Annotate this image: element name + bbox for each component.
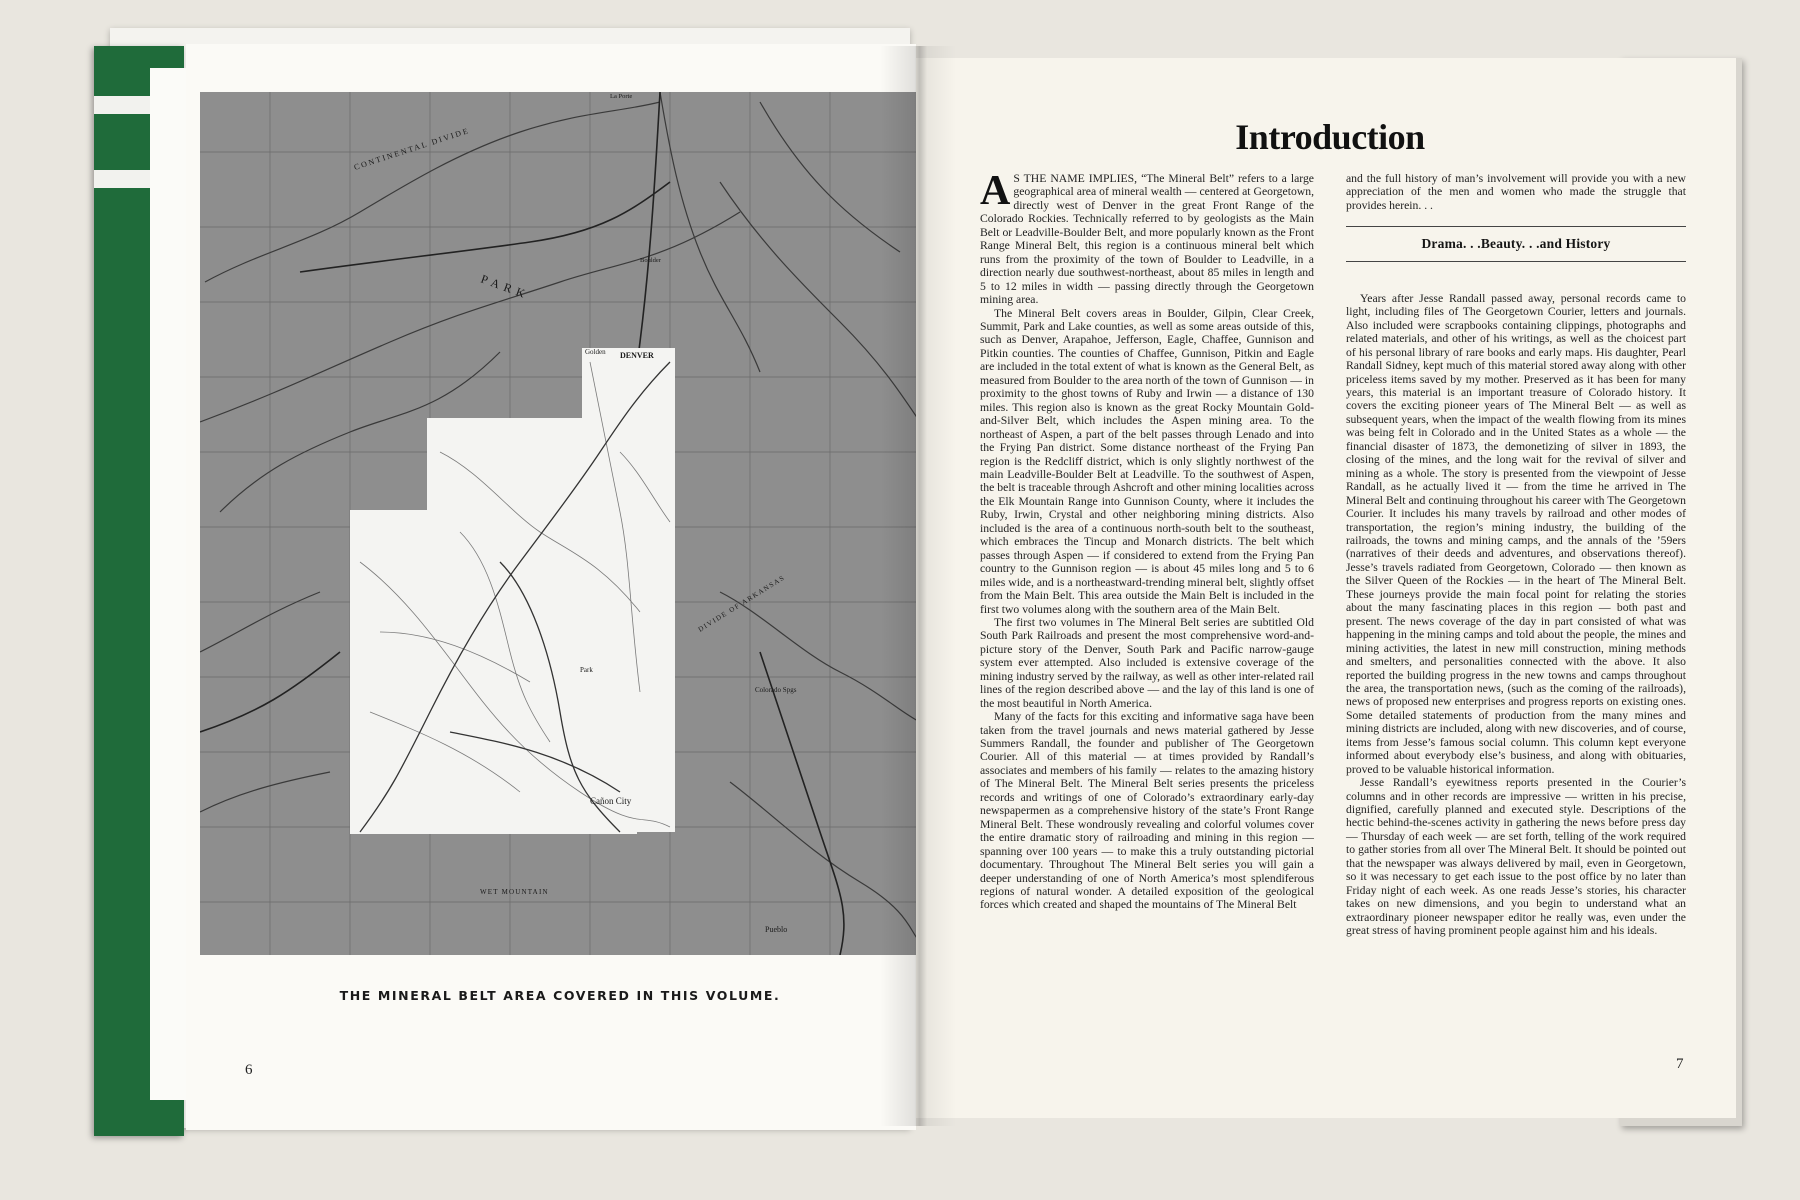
intro-paragraph-3: The first two volumes in The Mineral Belt series are subtitled Old South Park Railroads and present the most comprehensive word-and-picture story of the Denver, South Park and Pacific narrow-gauge system ever attempted. Also included is extensive coverage of the mining industry served by the railway, as well as other inter-related rail lines of the region described above — and the lay of this land is one of the most beautiful in North America. xyxy=(980,615,1314,710)
map-drawing xyxy=(200,92,920,955)
history-paragraph-2: Jesse Randall’s eyewitness reports presented in the Courier’s columns and in other records are impressive — written in his precise, dignified, carefully planned and executed style. Descriptions of the hectic behind-the-scenes activity in gathering the news before press day — Thursday of each week — are set forth, telling of the work required to gather stories from all over The Mineral Belt. It should be pointed out that the newspaper was always delivered by mail, even in Georgetown, so it was necessary to get each issue to the post office by no later than Friday night of each week. As one reads Jesse’s stories, his character takes on new dimensions, and you begin to understand what an extraordinary pioneer newspaper editor he really was, even under the great stress of having prominent people against him and his ideals. xyxy=(1346,776,1686,938)
map-label-denver: DENVER xyxy=(620,351,654,360)
intro-paragraph-4: Many of the facts for this exciting and informative saga have been taken from the travel journals and news material gathered by Jesse Summers Randall, the founder and publisher of The Georgetown Courier. All of this material — at times provided by Randall’s associates and members of his family — relates to the amazing history of The Mineral Belt. The Mineral Belt series presents the priceless records and writings of one of Colorado’s extraordinary early-day newspapermen as a comprehensive history of the state’s Front Range Mineral Belt. These wondrously revealing and colorful volumes cover the entire dramatic story of railroading and mining in this region — spanning over 100 years — to make this a truly outstanding pictorial documentary. Throughout The Mineral Belt series you will gain a deeper understanding of one of North America’s most splendiferous regions of natural wonder. A detailed exposition of the geological forces which created and shaped the mountains of The Mineral Belt xyxy=(980,710,1314,912)
text-column-right xyxy=(1346,172,1686,938)
mineral-belt-region xyxy=(350,348,675,834)
intro-paragraph-1 xyxy=(980,168,1314,307)
page-number-left: 6 xyxy=(245,1062,253,1078)
text-column-left xyxy=(980,168,1314,912)
map-label-park: PARK xyxy=(478,271,532,303)
map-label-la-porte: La Porte xyxy=(610,93,633,100)
subhead-rule-top xyxy=(1346,226,1686,227)
intro-paragraph-1-text: S THE NAME IMPLIES, “The Mineral Belt” refers to a large geographical area of mineral wealth — centered at Georgetown, directly west of Denver in the great Front Range of the Colorado Rockies. Technically referred to by geologists as the Main Belt or Leadville-Boulder Belt, and more popularly known as the Front Range Mineral Belt, this region is a continuous mineral belt which runs from the proximity of the town of Boulder to Leadville, in a direction nearly due southwest-northeast, about 85 miles in length and 5 to 12 miles in width — passing directly through the Georgetown mining area. xyxy=(980,172,1314,307)
map-label-colorado-spgs: Colorado Spgs xyxy=(755,686,797,694)
drop-cap: A xyxy=(980,168,1011,214)
map-label-south-park: Park xyxy=(580,666,593,674)
map-label-wet-mountain: WET MOUNTAIN xyxy=(480,888,549,896)
mineral-belt-map xyxy=(200,92,920,955)
map-label-golden: Golden xyxy=(585,348,606,356)
continuation-paragraph: and the full history of man’s involvement will provide you with a new appreciation of the men and women who made the struggle that provides herein. . . xyxy=(1346,172,1686,212)
map-caption: THE MINERAL BELT AREA COVERED IN THIS VOLUME. xyxy=(339,988,781,1003)
map-label-boulder: Boulder xyxy=(640,257,661,264)
history-paragraph-1: Years after Jesse Randall passed away, personal records came to light, including files of The Georgetown Courier, letters and journals. Also included were scrapbooks containing clippings, photographs and related materials, and other of his writings, as well as the choicest part of his personal library of rare books and early maps. His daughter, Pearl Randall Sidney, kept much of this material stored away along with other priceless items saved by my mother. Preserved as it has been for many years, this material is an important treasure of Colorado history. It covers the exciting pioneer years of The Mineral Belt — as well as subsequent years, when the impact of the wealth flowing from its mines was being felt in Colorado and in the United States as a whole — the financial disaster of 1873, the demonetizing of silver in 1893, the closing of the mines, and the long wait for the revival of silver and mining as a whole. The story is presented from the viewpoint of Jesse Randall, as he actually lived it — from the time he arrived in The Mineral Belt and continuing throughout his career with The Georgetown Courier. It includes his many travels by railroad and other modes of transportation, the region’s mining industry, the building of the railroads, the towns and mining camps, and the annals of the ’59ers (narratives of their deeds and adventures, and observations thereof). Jesse’s travels radiated from Georgetown, Colorado — then known as the Silver Queen of the Rockies — in the heart of The Mineral Belt. These journeys provide the main focal point for relating the stories about the many fascinating places in this region — both past and present. The news coverage of the day in part consisted of what was happening in the mining camps and told about the people, the mines and mining activities, the latest in new mill construction, mining methods and smelters, and personalities connected with the above. It also reported the building progress in the new towns and camps throughout the area, the transportation news, (such as the coming of the railroads), news of proposed new enterprises and progress reports on existing ones. Some detailed statements of production from the many mines and mining districts are included, along with new discoveries, and of course, items from Jesse’s famous social column. This column kept everyone informed about everybody else’s business, and along with obituaries, proved to be valuable historical information. xyxy=(1346,291,1686,776)
section-subhead: Drama. . .Beauty. . .and History xyxy=(1421,236,1611,252)
intro-paragraph-2: The Mineral Belt covers areas in Boulder, Gilpin, Clear Creek, Summit, Park and Lake counties, as well as some areas outside of this, such as Denver, Arapahoe, Jefferson, Eagle, Chaffee, Gunnison and Pitkin counties. The counties of Chaffee, Gunnison, Pitkin and Eagle are included in the total extent of what is known as the General Belt, as measured from Boulder to the area north of the town of Gunnison — in proximity to the ghost towns of Ruby and Irwin — a distance of 130 miles. This region also is known as the great Rocky Mountain Gold-and-Silver Belt, which includes the Aspen mining area. To the northeast of Aspen, a part of the belt passes through Lenado and into the Frying Pan district. Some distance northeast of the Frying Pan region is the Redcliff district, which is only slightly northwest of the main Leadville-Boulder Belt at Leadville. To the southwest of Aspen, the belt is traceable through Ashcroft and other mining localities across the Elk Mountain Range into Gunnison County, where it includes the Ruby, Irwin, Crystal and other neighboring mining districts. Also included is the area of a continuous north-south belt to the southeast, which embraces the Tincup and Monarch districts. The belt which passes through Aspen — if considered to extend from the Frying Pan country to the Gunnison region — is about 45 miles long and 5 to 6 miles wide, and is a northeastward-trending mineral belt, slightly offset from the Main Belt. This area outside the Main Belt is included in the first two volumes along with the southern area of the Main Belt. xyxy=(980,306,1314,616)
map-label-canon-city: Cañon City xyxy=(590,796,632,806)
page-number-right: 7 xyxy=(1676,1056,1684,1072)
map-label-pueblo: Pueblo xyxy=(765,925,788,934)
map-label-divide-arkansas: DIVIDE OF ARKANSAS xyxy=(696,573,787,634)
map-label-continental-divide: CONTINENTAL DIVIDE xyxy=(352,125,471,172)
chapter-title: Introduction xyxy=(1235,117,1425,157)
